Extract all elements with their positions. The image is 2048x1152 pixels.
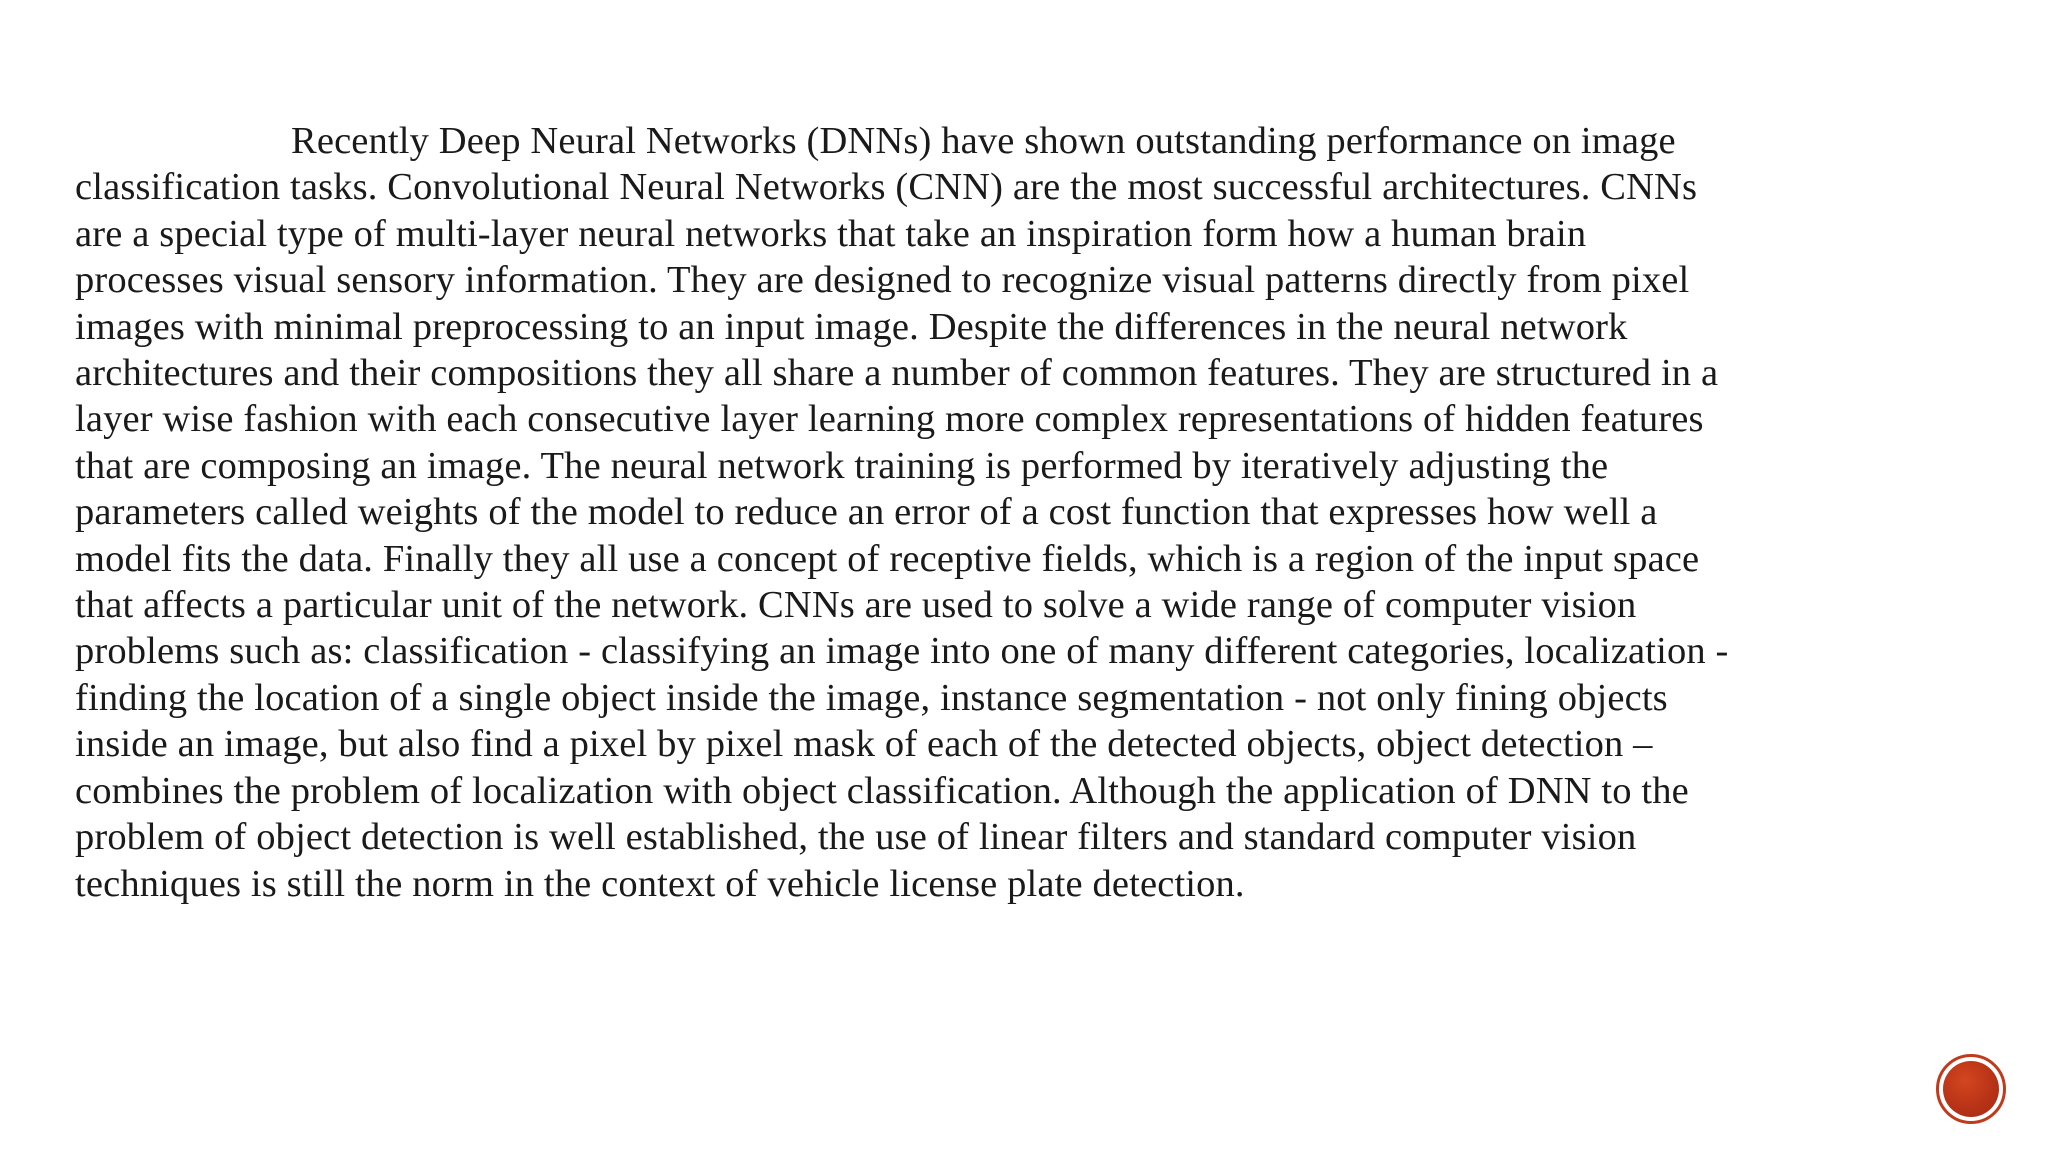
- red-circle-badge-icon: [1936, 1054, 2006, 1124]
- paragraph-line: finding the location of a single object inside the image, instance segmentation - not only fining objects: [75, 676, 1668, 719]
- paragraph-line: classification tasks. Convolutional Neural Networks (CNN) are the most successful architectures. CNNs: [75, 166, 1698, 209]
- badge-fill: [1943, 1061, 1999, 1117]
- paragraph-line: are a special type of multi-layer neural networks that take an inspiration form how a human brain: [75, 212, 1587, 255]
- paragraph-line: processes visual sensory information. They are designed to recognize visual patterns directly from pixel: [75, 259, 1690, 302]
- paragraph-line: problem of object detection is well established, the use of linear filters and standard computer vision: [75, 816, 1637, 859]
- paragraph-line: combines the problem of localization with object classification. Although the application of DNN to the: [75, 769, 1689, 812]
- paragraph-line: model fits the data. Finally they all use a concept of receptive fields, which is a region of the input space: [75, 537, 1700, 580]
- paragraph-line: images with minimal preprocessing to an input image. Despite the differences in the neural network: [75, 305, 1628, 348]
- paragraph-line: layer wise fashion with each consecutive layer learning more complex representations of hidden features: [75, 398, 1704, 441]
- paragraph-line: parameters called weights of the model to reduce an error of a cost function that expresses how well a: [75, 491, 1658, 534]
- body-paragraph: [75, 118, 2010, 907]
- paragraph-line: that affects a particular unit of the network. CNNs are used to solve a wide range of computer vision: [75, 584, 1637, 627]
- paragraph-line: architectures and their compositions they all share a number of common features. They are structured in a: [75, 352, 1719, 395]
- paragraph-line: problems such as: classification - classifying an image into one of many different categories, localization -: [75, 630, 1729, 673]
- paragraph-line: that are composing an image. The neural network training is performed by iteratively adjusting the: [75, 444, 1609, 487]
- paragraph-line: inside an image, but also find a pixel by pixel mask of each of the detected objects, object detection –: [75, 723, 1653, 766]
- paragraph-line: techniques is still the norm in the context of vehicle license plate detection.: [75, 862, 1245, 905]
- paragraph-line: Recently Deep Neural Networks (DNNs) have shown outstanding performance on image: [291, 120, 1676, 162]
